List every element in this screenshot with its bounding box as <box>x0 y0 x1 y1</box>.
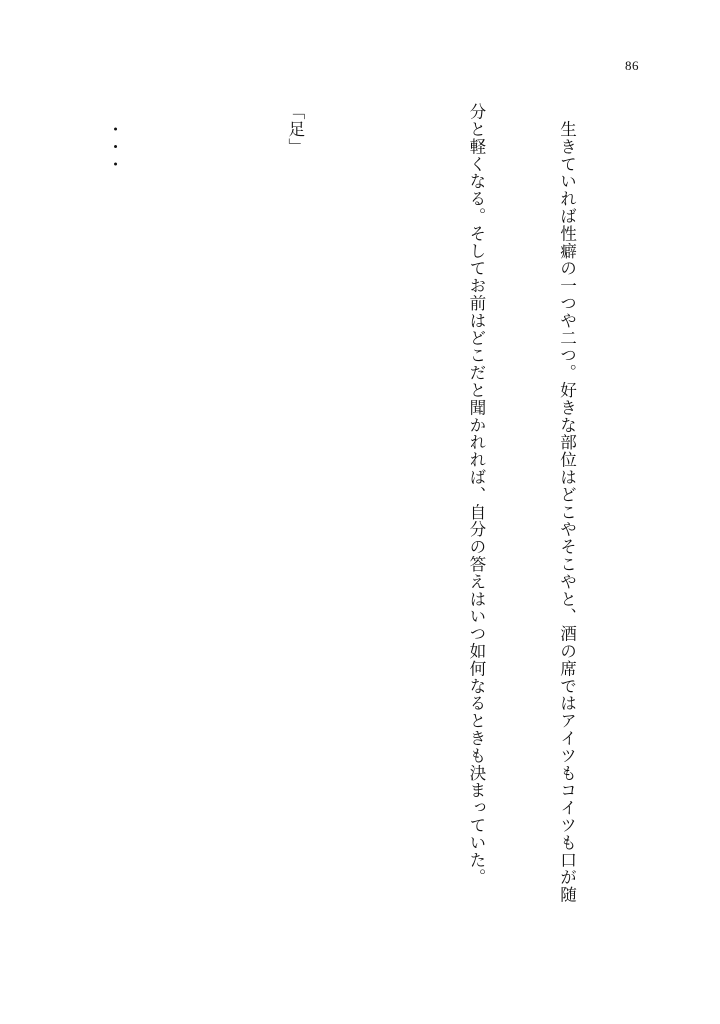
blank-line <box>8 103 38 983</box>
text-line: 「足」 <box>285 103 305 156</box>
blank-line <box>189 103 219 983</box>
vertical-body-text <box>0 103 642 983</box>
text-line: 分と軽くなる。そしてお前はどこだと聞かれれば、自分の答えはいつ如何なるときも決まっていた。 <box>466 103 486 886</box>
blank-line <box>370 103 400 983</box>
scene-break: ・・・ <box>104 103 124 173</box>
text-line: 生きていれば性癖の一つや二つ。好きな部位はどこやそこやと、酒の席ではアイツもコイツも口が随 <box>557 103 577 904</box>
page-number: 86 <box>625 58 639 73</box>
